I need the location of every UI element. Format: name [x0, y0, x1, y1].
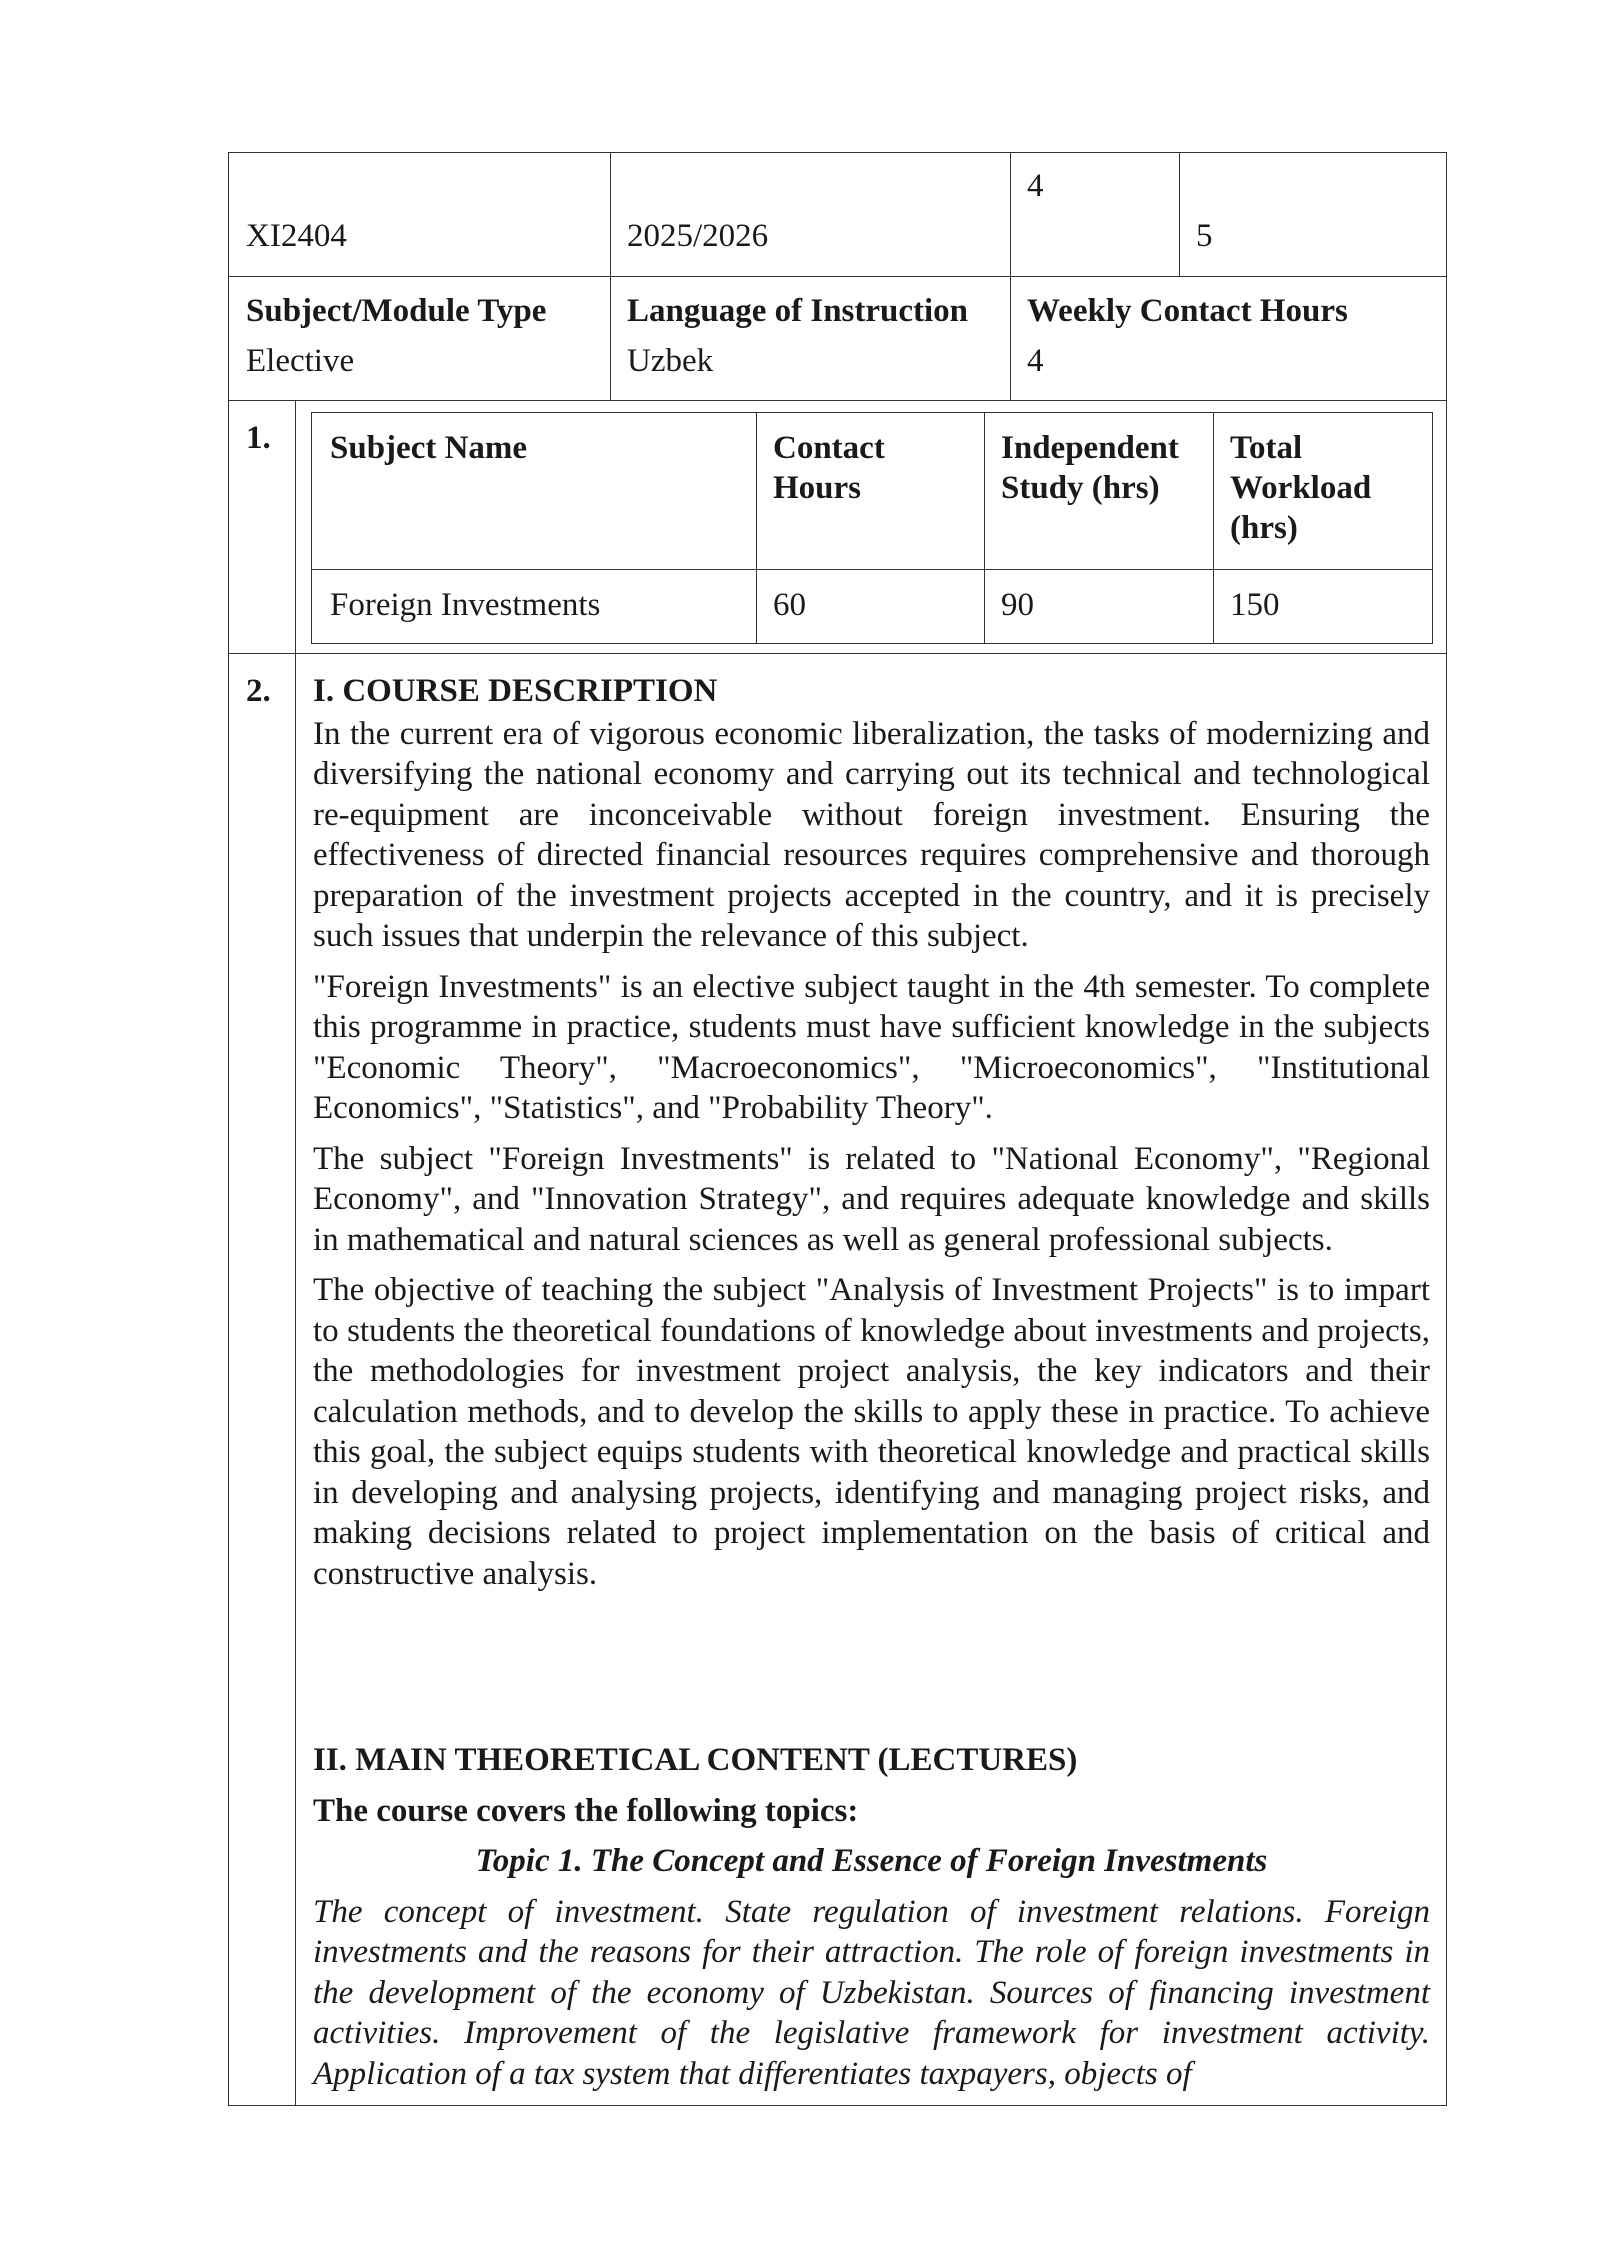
row-divider [228, 276, 1447, 277]
section-heading-lectures: II. MAIN THEORETICAL CONTENT (LECTURES) [313, 1742, 1078, 1778]
col-divider [610, 152, 611, 400]
lectures-body [313, 1740, 1430, 2092]
language-label: Language of Instruction [627, 293, 969, 329]
header-subject-name: Subject Name [330, 430, 528, 466]
header-total-workload: Total Workload (hrs) [1230, 430, 1372, 546]
language-value: Uzbek [627, 343, 714, 379]
module-type-label: Subject/Module Type [246, 293, 547, 329]
credits-value: 5 [1196, 218, 1213, 254]
workload-row-divider [311, 569, 1433, 570]
workload-col-divider [1213, 412, 1214, 644]
header-contact-hours: Contact Hours [773, 430, 885, 506]
cell-subject-name: Foreign Investments [330, 587, 601, 623]
weekly-hours-label: Weekly Contact Hours [1027, 293, 1348, 329]
section-number-1: 1. [246, 420, 271, 456]
col-divider [1179, 152, 1180, 276]
section-heading-course-description: I. COURSE DESCRIPTION [313, 673, 718, 709]
paragraph: "Foreign Investments" is an elective subject taught in the 4th semester. To complete this programme in practice, students must have sufficient knowledge in the subjects "Economic Theory", "Macroeconomics", "Microeconomics", "Institutional Economics", "Statistics", and "Probability Theory". [313, 968, 1430, 1126]
semester-value: 4 [1027, 168, 1044, 204]
col-divider [1010, 152, 1011, 400]
paragraph: In the current era of vigorous economic liberalization, the tasks of modernizing and diversifying the national economy and carrying out its technical and technological re-equipment are inconceivable without foreign investment. Ensuring the effectiveness of directed financial resources requires comprehensive and thorough preparation of the investment projects accepted in the country, and it is precisely such issues that underpin the relevance of this subject. [313, 715, 1430, 954]
cell-independent-study: 90 [1001, 587, 1034, 623]
module-type-value: Elective [246, 343, 355, 379]
row-divider [228, 400, 1447, 401]
academic-year: 2025/2026 [627, 218, 769, 254]
topic-1-text: The concept of investment. State regulation of investment relations. Foreign investments and the reasons for their attraction. The role of foreign investments in the development of the economy of Uzbekistan. Sources of financing investment activities. Improvement of the legislative framework for investment activity. Application of a tax system that differentiates taxpayers, objects of [313, 1893, 1430, 2092]
workload-col-divider [756, 412, 757, 644]
row-divider [228, 653, 1447, 654]
paragraph: The subject "Foreign Investments" is related to "National Economy", "Regional Economy", and "Innovation Strategy", and requires adequate knowledge and skills in mathematical and natural sciences as well as general professional subjects. [313, 1140, 1430, 1258]
cell-contact-hours: 60 [773, 587, 806, 623]
weekly-hours-value: 4 [1027, 343, 1044, 379]
topic-1-title: Topic 1. The Concept and Essence of Foreign Investments [475, 1843, 1268, 1879]
number-column-divider [295, 400, 296, 2106]
workload-col-divider [984, 412, 985, 644]
course-code: XI2404 [246, 218, 347, 254]
course-description-body [313, 671, 1430, 1604]
section-number-2: 2. [246, 673, 271, 709]
paragraph: The objective of teaching the subject "Analysis of Investment Projects" is to impart to students the theoretical foundations of knowledge about investments and projects, the methodologies for investment project analysis, the key indicators and their calculation methods, and to develop the skills to apply these in practice. To achieve this goal, the subject equips students with theoretical knowledge and practical skills in developing and analysing projects, identifying and managing project risks, and making decisions related to project implementation on the basis of critical and constructive analysis. [313, 1272, 1430, 1592]
header-independent-study: Independent Study (hrs) [1001, 430, 1179, 506]
cell-total-workload: 150 [1230, 587, 1280, 623]
topics-intro: The course covers the following topics: [313, 1792, 859, 1829]
